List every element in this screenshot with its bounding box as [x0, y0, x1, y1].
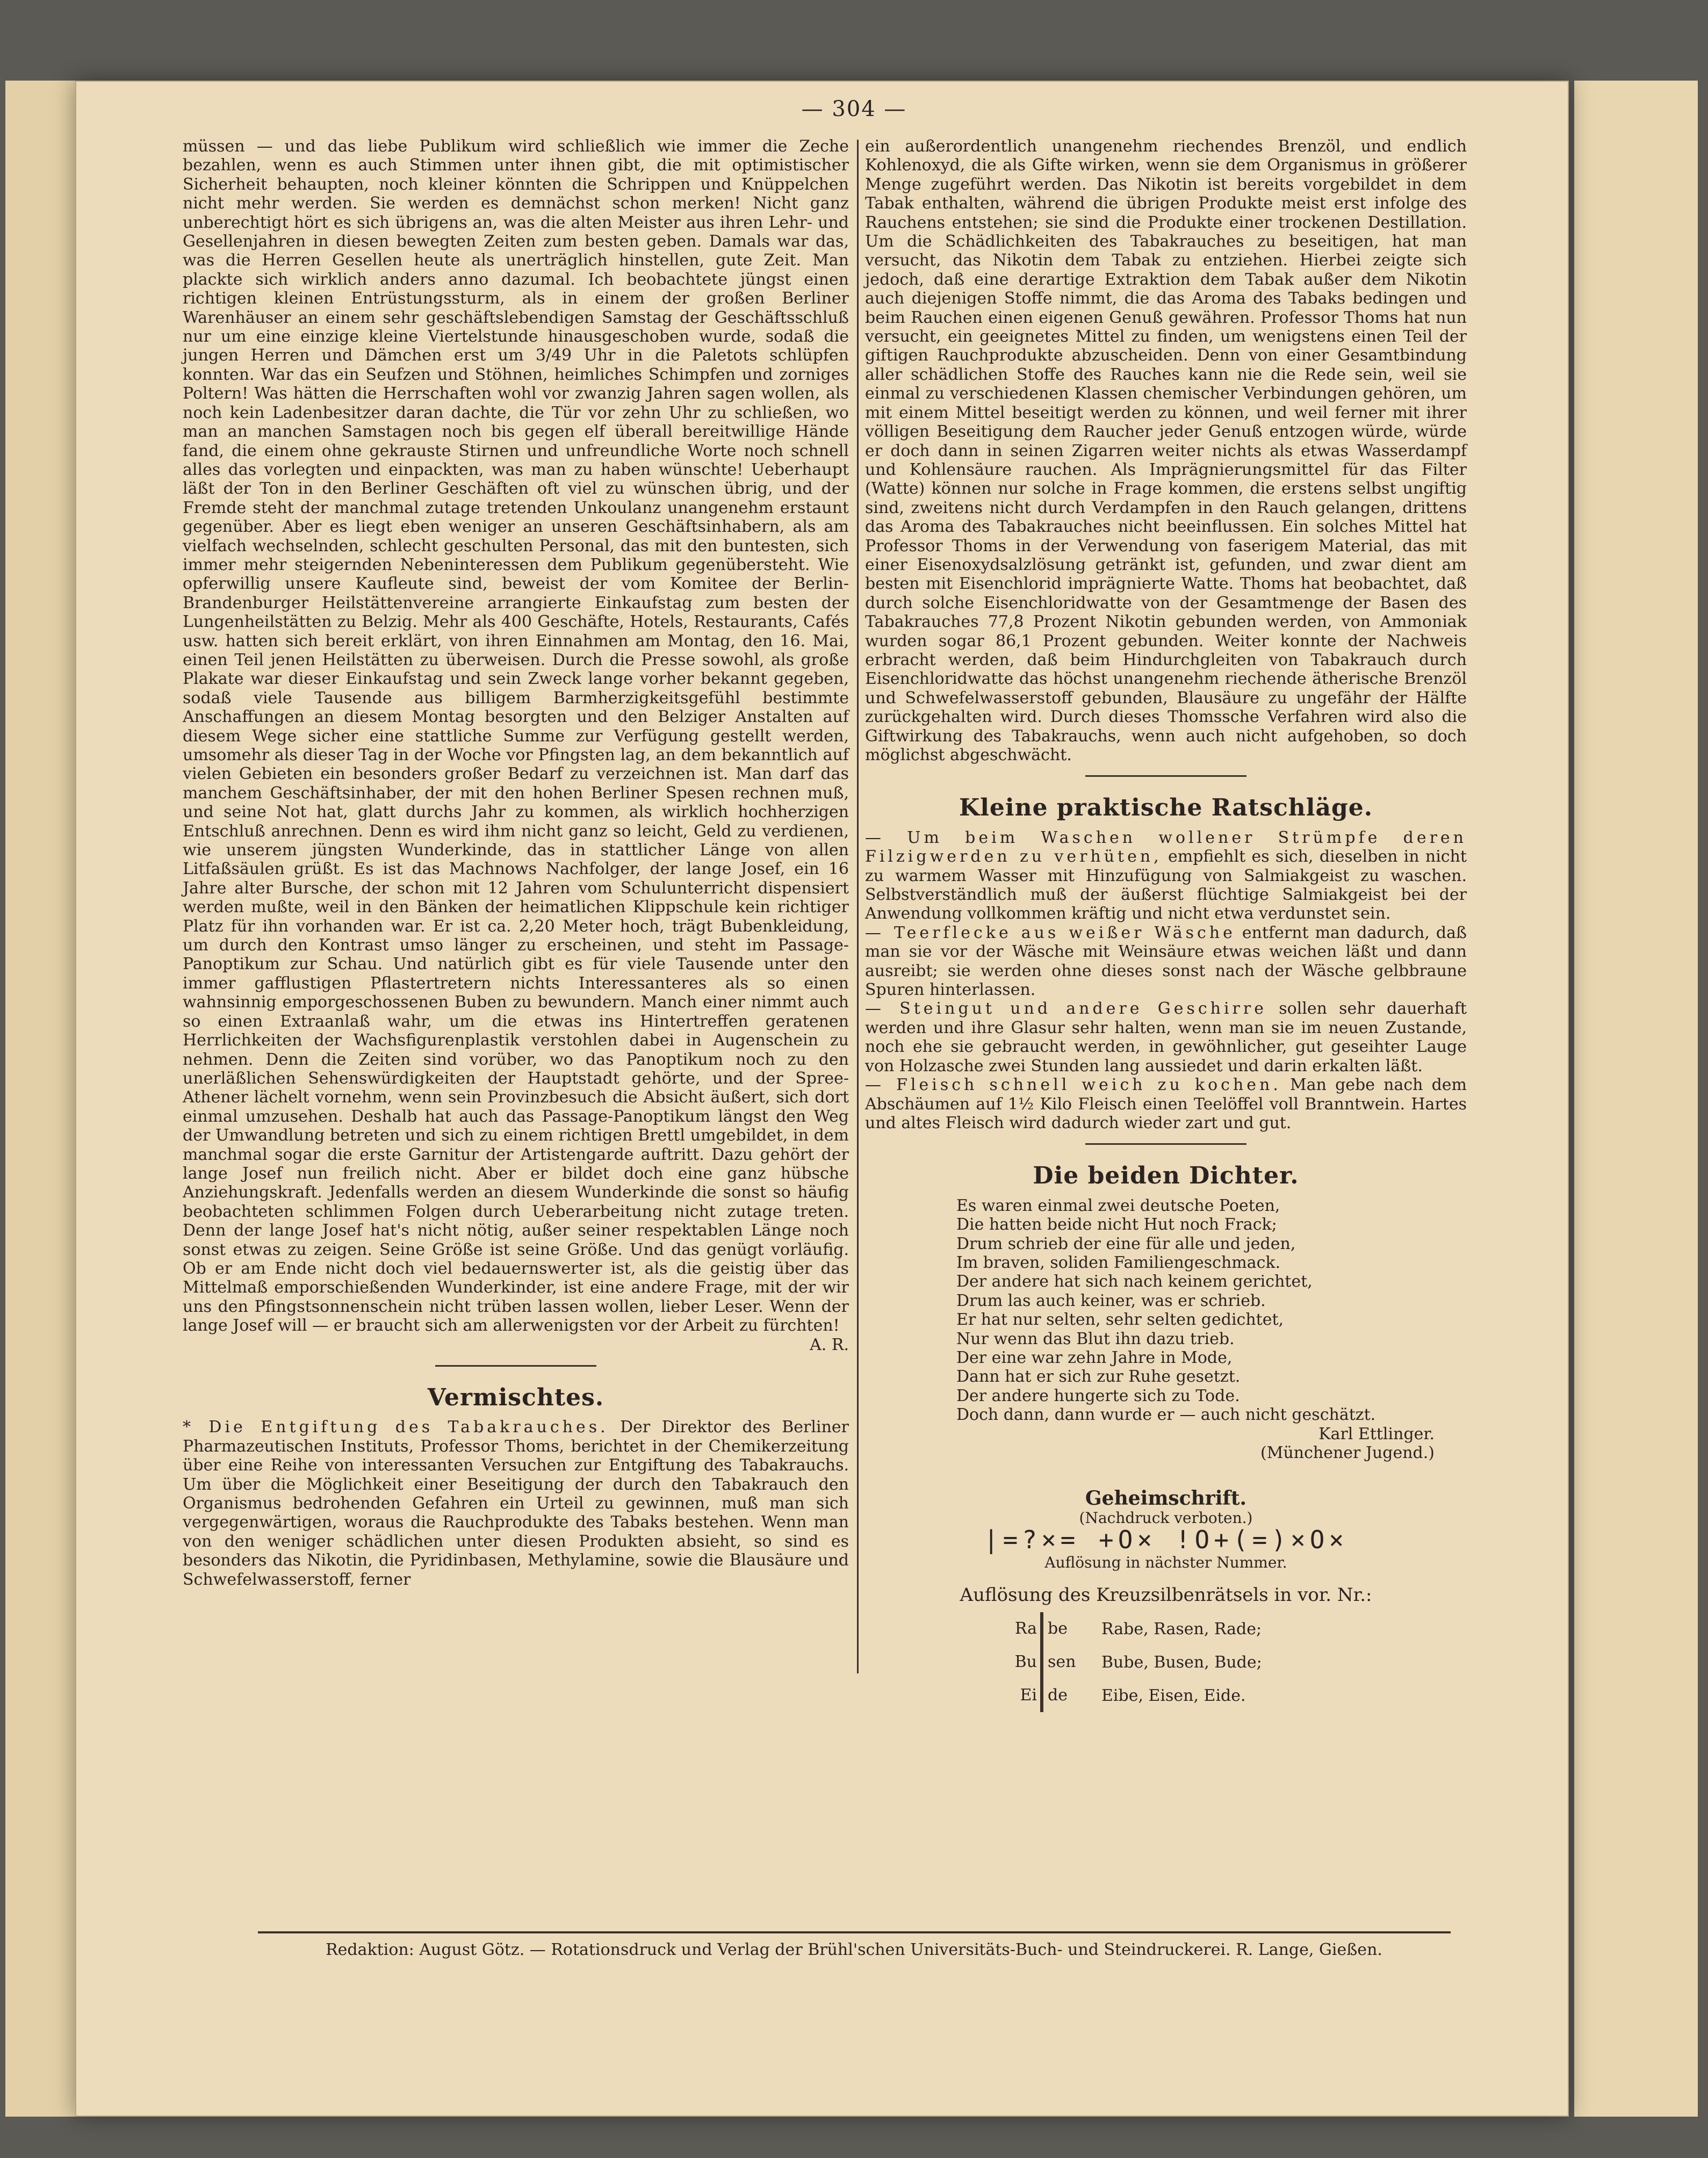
puzzle-heading: Auflösung des Kreuzsilbenrätsels in vor. Nr.:	[960, 1584, 1372, 1606]
puzzle-words: Rabe, Rasen, Rade;	[1101, 1619, 1262, 1639]
vermischtes-lead: * Die Entgiftung des Tabakrauches.	[183, 1418, 609, 1437]
puzzle-syllable: Ra	[1005, 1612, 1042, 1645]
left-article-signature: A. R.	[810, 1335, 849, 1354]
poem-line: Die hatten beide nicht Hut noch Frack;	[956, 1215, 1277, 1235]
column-divider	[857, 140, 859, 1673]
vermischtes-body-left: Der Direktor des Berliner Pharmazeutischen Instituts, Professor Thoms, berichtet in der Chemikerzeitung über eine Reihe von interessanten Versuchen zur Entgiftung des Tabakrauchs. Um über die Möglichkeit einer Beseitigung der durch den Tabakrauch den Organismus bedrohenden Gefahren ein Urteil zu gewinnen, muß man sich vergegenwärtigen, woraus die Rauchprodukte des Tabaks bestehen. Wenn man von den weniger schädlichen unter diesen Produkten absieht, so sind es besonders das Nikotin, die Pyridinbasen, Methylamine, sowie die Blausäure und Schwefelwasserstoff, ferner	[183, 1418, 849, 1589]
poem-line: Doch dann, dann wurde er — auch nicht geschätzt.	[956, 1405, 1376, 1425]
section-rule	[1085, 1143, 1246, 1145]
ratschlag-item	[865, 1076, 1467, 1132]
puzzle-syllable: de	[1042, 1679, 1080, 1712]
ratschlaege-heading: Kleine praktische Ratschläge.	[959, 794, 1373, 822]
poem-line: Der andere hungerte sich zu Tode.	[956, 1386, 1240, 1405]
ratschlag-item	[865, 999, 1467, 1076]
secret-heading: Geheimschrift.	[1085, 1487, 1247, 1510]
ratschlag-text: empfiehlt es sich, dieselben in nicht zu warmem Wasser mit Hinzufügung von Salmiakgeist zu waschen. Selbstverständlich muß der äußerst flüchtige Salmiakgeist bei der Anwendung vollkommen kräftig und nicht etwa verdunstet sein.	[865, 847, 1467, 923]
page-number: — 304 —	[801, 97, 907, 121]
poem-line: Es waren einmal zwei deutsche Poeten,	[956, 1196, 1280, 1215]
puzzle-row	[1005, 1612, 1467, 1645]
poem-line: Der eine war zehn Jahre in Mode,	[956, 1348, 1233, 1367]
poem	[956, 1196, 1467, 1463]
poem-source: (Münchener Jugend.)	[1260, 1444, 1435, 1462]
ratschlag-text: Man gebe nach dem Abschäumen auf 1½ Kilo Fleisch einen Teelöffel voll Branntwein. Hartes und altes Fleisch wird dadurch wieder zart und gut.	[865, 1076, 1467, 1132]
section-rule	[1085, 775, 1246, 777]
poem-line: Im braven, soliden Familiengeschmack.	[956, 1253, 1281, 1272]
poem-line: Drum schrieb der eine für alle und jeden,	[956, 1234, 1296, 1253]
puzzle-row	[1005, 1679, 1467, 1712]
poem-line: Nur wenn das Blut ihn dazu trieb.	[956, 1329, 1235, 1348]
solution-note: Auflösung in nächster Nummer.	[1044, 1553, 1287, 1571]
section-rule	[435, 1365, 596, 1367]
poem-heading: Die beiden Dichter.	[1033, 1162, 1299, 1190]
page-edge-right	[1574, 81, 1698, 2117]
right-column	[865, 137, 1467, 1712]
poem-line: Er hat nur selten, sehr selten gedichtet,	[956, 1310, 1284, 1330]
puzzle-words: Bube, Busen, Bude;	[1101, 1652, 1262, 1672]
ratschlag-lead: — Teerflecke aus weißer Wäsche	[865, 923, 1236, 942]
ratschlag-item	[865, 923, 1467, 1000]
poem-line: Drum las auch keiner, was er schrieb.	[956, 1291, 1266, 1310]
left-column	[183, 137, 849, 1589]
ratschlag-lead: — Steingut und andere Geschirre	[865, 999, 1267, 1019]
puzzle-syllable: Ei	[1005, 1679, 1042, 1712]
imprint-footer: Redaktion: August Götz. — Rotationsdruck und Verlag der Brühl'schen Universitäts-Buch- und Steindruckerei. R. Lange, Gießen.	[326, 1940, 1382, 1959]
puzzle-row	[1005, 1645, 1467, 1679]
poem-line: Dann hat er sich zur Ruhe gesetzt.	[956, 1367, 1241, 1387]
puzzle-words: Eibe, Eisen, Eide.	[1101, 1686, 1246, 1705]
poem-author: Karl Ettlinger.	[1318, 1424, 1435, 1444]
vermischtes-text-right: ein außerordentlich unangenehm riechendes Brenzöl, und endlich Kohlenoxyd, die als Gifte wirken, wenn sie dem Organismus in größerer Menge zugeführt werden. Das Nikotin ist bereits vorgebildet in dem Tabak enthalten, während die übrigen Produkte meist erst infolge des Rauchens entstehen; sie sind die Produkte einer trockenen Destillation. Um die Schädlichkeiten des Tabakrauches zu beseitigen, hat man versucht, das Nikotin dem Tabak zu entziehen. Hierbei zeigte sich jedoch, daß eine derartige Extraktion dem Tabak außer dem Nikotin auch diejenigen Stoffe nimmt, die das Aroma des Tabaks bedingen und beim Rauchen einen eigenen Genuß gewähren. Professor Thoms hat nun versucht, ein geeignetes Mittel zu finden, um wenigstens einen Teil der giftigen Rauchprodukte abzuscheiden. Denn von einer Gesamtbindung aller schädlichen Stoffe des Rauches kann nie die Rede sein, weil sie einmal zu verschiedenen Klassen chemischer Verbindungen gehören, um mit einem Mittel beseitigt werden zu können, und weil ferner mit ihrer völligen Beseitigung dem Raucher jeder Genuß entzogen würde, würde er doch dann in seinen Zigarren weiter nichts als etwas Wasserdampf und Kohlensäure rauchen. Als Imprägnierungsmittel für das Filter (Watte) können nur solche in Frage kommen, die erstens selbst ungiftig sind, zweitens nicht durch Verdampfen in den Rauch gelangen, drittens das Aroma des Tabakrauches nicht beeinflussen. Ein solches Mittel hat Professor Thoms in der Verwendung von faserigem Material, das mit einer Eisenoxydsalzlösung getränkt ist, gefunden, und zwar dient am besten mit Eisenchlorid imprägnierte Watte. Thoms hat beobachtet, daß durch solche Eisenchloridwatte von der Gesamtmenge der Basen des Tabakrauches 77,8 Prozent Nikotin gebunden werden, von Ammoniak wurden sogar 86,1 Prozent gebunden. Weiter konnte der Nachweis erbracht werden, daß beim Hindurchgleiten von Tabakrauch durch Eisenchloridwatte das höchst unangenehm riechende ätherische Brenzöl und Schwefelwasserstoff gebunden, Blausäure zu ungefähr der Hälfte zurückgehalten wird. Durch dieses Thomssche Verfahren wird also die Giftwirkung des Tabakrauchs, wenn auch nicht aufgehoben, so doch möglichst abgeschwächt.	[865, 137, 1467, 764]
ratschlag-text: entfernt man dadurch, daß man sie vor der Wäsche mit Weinsäure etwas weichen läßt und dann ausreibt; sie werden ohne dieses sonst nach der Wäsche gelbbraune Spuren hinterlassen.	[865, 923, 1467, 1000]
puzzle-syllable: be	[1042, 1612, 1080, 1645]
puzzle-syllable: Bu	[1005, 1645, 1042, 1679]
puzzle-solution	[1005, 1612, 1467, 1712]
vermischtes-text-left	[183, 1418, 849, 1589]
ratschlag-text: sollen sehr dauerhaft werden und ihre Glasur sehr halten, wenn man sie im neuen Zustande, noch ehe sie gebraucht werden, in gewöhnlicher, gut geseihter Lauge von Holzasche zwei Stunden lang aussiedet und darin erkalten läßt.	[865, 999, 1467, 1076]
vermischtes-heading: Vermischtes.	[427, 1384, 604, 1411]
secret-note: (Nachdruck verboten.)	[1079, 1509, 1253, 1527]
left-article-text: müssen — und das liebe Publikum wird schließlich wie immer die Zeche bezahlen, wenn es auch Stimmen unter ihnen gibt, die mit optimistischer Sicherheit behaupten, noch kleiner könnten die Schrippen und Knüppelchen nicht mehr werden. Sie werden es demnächst schon merken! Nicht ganz unberechtigt hört es sich übrigens an, was die alten Meister aus ihren Lehr- und Gesellenjahren in diesen bewegten Zeiten zum besten geben. Damals war das, was die Herren Gesellen heute als unerträglich hinstellen, gute Zeit. Man plackte sich wirklich anders anno dazumal. Ich beobachtete jüngst einen richtigen kleinen Entrüstungssturm, als in einem der großen Berliner Warenhäuser an einem sehr geschäftslebendigen Samstag der Geschäftsschluß nur um eine einzige kleine Viertelstunde hinausgeschoben wurde, sodaß die jungen Herren und Dämchen erst um 3/49 Uhr in die Paletots schlüpfen konnten. War das ein Seufzen und Stöhnen, heimliches Schimpfen und zorniges Poltern! Was hätten die Herrschaften wohl vor zwanzig Jahren sagen wollen, als noch kein Ladenbesitzer daran dachte, die Tür vor zehn Uhr zu schließen, wo man an manchen Samstagen noch bis gegen elf überall bereitwillige Hände fand, die einem ohne gekrauste Stirnen und unfreundliche Worte noch schnell alles das vorlegten und einpackten, was man zu haben wünschte! Ueberhaupt läßt der Ton in den Berliner Geschäften oft viel zu wünschen übrig, und der Fremde steht der manchmal zutage tretenden Unkoulanz unangenehm erstaunt gegenüber. Aber es liegt eben weniger an unseren Geschäftsinhabern, als am vielfach wechselnden, schlecht geschulten Personal, das mit den buntesten, sich immer mehr steigernden Nebeninteressen dem Publikum gegenübersteht. Wie opferwillig unsere Kaufleute sind, beweist der vom Komitee der Berlin-Brandenburger Heilstättenvereine arrangierte Einkaufstag zum besten der Lungenheilstätten zu Belzig. Mehr als 400 Geschäfte, Hotels, Restaurants, Cafés usw. hatten sich bereit erklärt, von ihren Einnahmen am Montag, den 16. Mai, einen Teil jenen Heilstätten zu überweisen. Durch die Presse sowohl, als große Plakate war dieser Einkaufstag und sein Zweck lange vorher bekannt gegeben, sodaß viele Tausende aus billigem Barmherzigkeitsgefühl bestimmte Anschaffungen an diesem Montag besorgten und den Belziger Anstalten auf diesem Wege sicher eine stattliche Summe zur Verfügung gestellt werden, umsomehr als dieser Tag in der Woche vor Pfingsten lag, an dem bekanntlich auf vielen Gebieten ein besonders großer Bedarf zu verzeichnen ist. Man darf das manchem Geschäftsinhaber, der mit den hohen Berliner Spesen rechnen muß, und seine Not hat, glatt durchs Jahr zu kommen, als wirklich hochherzigen Entschluß anrechnen. Denn es wird ihm nicht ganz so leicht, Geld zu verdienen, wie unserem jüngsten Wunderkinde, das in stattlicher Länge von allen Litfaßsäulen grüßt. Es ist das Machnows Nachfolger, der lange Josef, ein 16 Jahre alter Bursche, der schon mit 12 Jahren vom Schulunterricht dispensiert werden mußte, weil in den Bänken der heimatlichen Klippschule kein richtiger Platz für ihn vorhanden war. Er ist ca. 2,20 Meter hoch, trägt Bubenkleidung, um durch den Kontrast umso länger zu erscheinen, und steht im Passage-Panoptikum zur Schau. Und natürlich gibt es für viele Tausende unter den immer gafflustigen Pflastertretern nichts Interessanteres als so einen wahnsinnig emporgeschossenen Buben zu bewundern. Manch einer nimmt auch so einen Extraanlaß wahr, um die etwas ins Hintertreffen geratenen Herrlichkeiten der Wachsfigurenplastik verstohlen dabei in Augenschein zu nehmen. Denn die Zeiten sind vorüber, wo das Panoptikum noch zu den unerläßlichen Sehenswürdigkeiten der Hauptstadt gehörte, und der Spree-Athener lächelt vornehm, wenn sein Provinzbesuch die Absicht äußert, sich dort einmal umzusehen. Deshalb hat auch das Passage-Panoptikum längst den Weg der Umwandlung betreten und sich zu einem richtigen Brettl umgebildet, in dem manchmal sogar die erste Garnitur der Artistengarde auftritt. Dazu gehört der lange Josef nun freilich nicht. Aber er bildet doch eine ganz hübsche Anziehungskraft. Jedenfalls werden an diesem Wunderkinde die sonst so häufig beobachteten schlimmen Folgen durch Ueberarbeitung nicht zutage treten. Denn der lange Josef hat's nicht nötig, außer seiner respektablen Länge noch sonst etwas zu zeigen. Seine Größe ist seine Größe. Und das genügt vorläufig. Ob er am Ende nicht doch viel bedauernswerter ist, als die geistig über das Mittelmaß emporschießenden Wunderkinder, ist eine andere Frage, mit der wir uns den Pfingstsonnenschein nicht trüben lassen wollen, lieber Leser. Wenn der lange Josef will — er braucht sich am allerwenigsten vor der Arbeit zu fürchten!	[183, 137, 849, 1336]
ratschlag-lead: — Fleisch schnell weich zu kochen.	[865, 1076, 1281, 1095]
cipher-text: |=?×= +O× !O+(=)×O×	[983, 1525, 1349, 1555]
footer-rule	[258, 1931, 1451, 1933]
ratschlag-item	[865, 828, 1467, 923]
ratschlag-lead: — Um beim Waschen wollener Strümpfe deren Filzigwerden zu verhüten,	[865, 828, 1467, 867]
poem-line: Der andere hat sich nach keinem gerichtet,	[956, 1272, 1313, 1291]
page-edge-left	[5, 81, 75, 2117]
puzzle-syllable: sen	[1042, 1645, 1080, 1679]
